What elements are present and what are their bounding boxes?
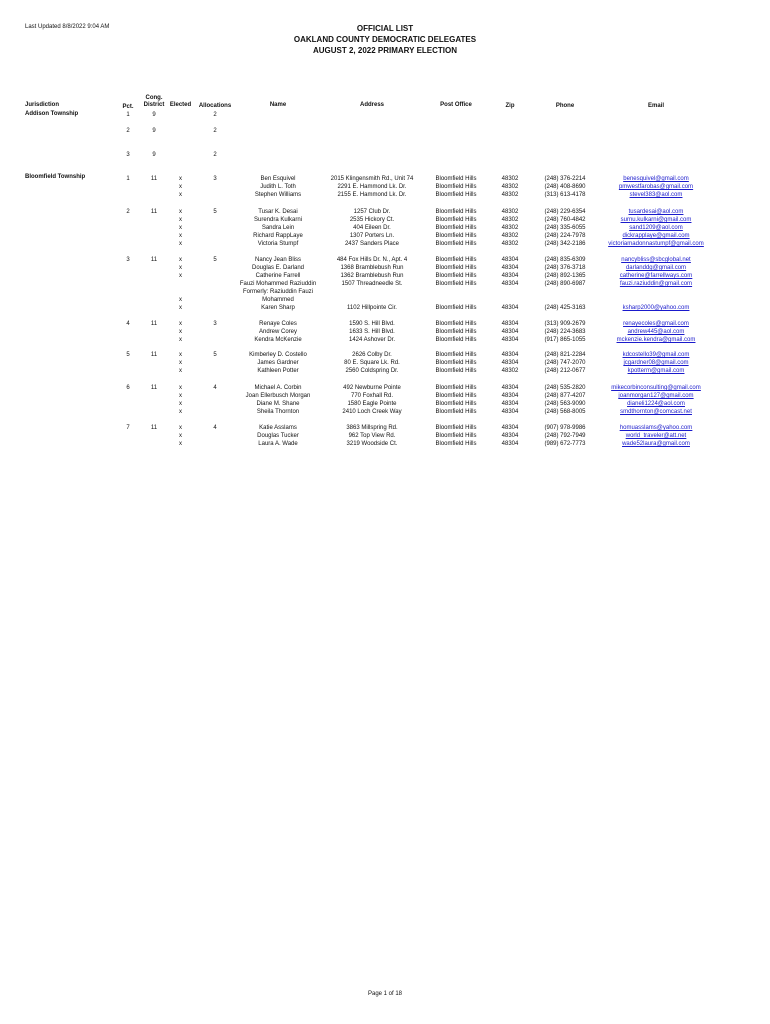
delegate-address: 2560 Coldspring Dr. — [345, 368, 399, 374]
delegate-post-office: Bloomfield Hills — [435, 368, 477, 374]
elected-mark: x — [179, 209, 182, 215]
delegate-zip-column — [495, 256, 525, 312]
delegate-phone: (917) 865-1055 — [544, 337, 586, 343]
delegate-address: 2535 Hickory Ct. — [349, 217, 395, 223]
delegate-address: 3863 Millspring Rd. — [346, 425, 398, 431]
delegate-name-column — [230, 256, 326, 312]
delegate-post-office: Bloomfield Hills — [435, 409, 477, 415]
elected-mark: x — [179, 233, 182, 239]
delegate-post-office: Bloomfield Hills — [435, 441, 477, 447]
delegate-name: Joan Ellerbusch Morgan — [245, 393, 311, 399]
elected-mark-column — [167, 256, 194, 312]
precinct-number: 7 — [126, 425, 130, 431]
delegate-zip: 48302 — [501, 368, 519, 374]
delegate-name: Stephen Williams — [254, 192, 302, 198]
elected-mark: x — [179, 217, 182, 223]
delegate-address: 1102 Hillpointe Cir. — [347, 305, 397, 311]
congressional-district: 9 — [152, 152, 156, 158]
title-line-2: OAKLAND COUNTY DEMOCRATIC DELEGATES — [293, 35, 477, 44]
congressional-district: 11 — [150, 321, 158, 327]
delegate-name: Douglas Tucker — [257, 433, 299, 439]
delegate-post-office: Bloomfield Hills — [435, 337, 477, 343]
elected-mark: x — [179, 297, 182, 303]
allocation-count: 2 — [213, 112, 217, 118]
delegate-post-office: Bloomfield Hills — [435, 352, 477, 358]
col-zip: Zip — [505, 103, 515, 109]
delegate-post-office-column — [425, 384, 487, 416]
delegate-post-office — [425, 296, 487, 304]
precinct-number: 2 — [126, 128, 130, 134]
delegate-name: Formerly: Raziuddin Fauzi — [242, 289, 314, 295]
congressional-district: 11 — [150, 425, 158, 431]
delegate-address: 2291 E. Hammond Lk. Dr. — [337, 184, 407, 190]
delegate-post-office: Bloomfield Hills — [435, 257, 477, 263]
delegate-zip: 48304 — [501, 265, 519, 271]
delegate-address: 770 Foxhall Rd. — [350, 393, 394, 399]
delegate-name: Karen Sharp — [261, 305, 295, 311]
delegate-name-column — [230, 424, 326, 448]
delegate-phone: (248) 212-0677 — [544, 368, 586, 374]
delegate-post-office: Bloomfield Hills — [435, 425, 477, 431]
precinct-number: 6 — [126, 385, 130, 391]
delegate-zip: 48302 — [501, 176, 519, 182]
delegate-post-office-column — [425, 320, 487, 344]
delegate-email[interactable]: mikecorbinconsulting@gmail.com — [611, 385, 701, 391]
delegate-zip: 48302 — [501, 209, 519, 215]
col-cong: Cong. — [145, 95, 163, 101]
delegate-name: Douglas E. Darland — [251, 265, 305, 271]
delegate-email[interactable]: mckenzie.kendra@gmail.com — [616, 337, 696, 343]
delegate-zip: 48304 — [501, 425, 519, 431]
delegate-post-office: Bloomfield Hills — [435, 321, 477, 327]
delegate-phone: (248) 335-6055 — [544, 225, 586, 231]
delegate-address: 404 Eileen Dr. — [353, 225, 391, 231]
allocation-count: 3 — [213, 321, 217, 327]
delegate-phone: (248) 342-2186 — [544, 241, 586, 247]
delegate-zip-column — [495, 175, 525, 199]
delegate-zip-column — [495, 208, 525, 248]
elected-mark: x — [179, 225, 182, 231]
delegate-email[interactable]: world_traveler@att.net — [625, 433, 687, 439]
delegate-email-column — [598, 208, 714, 248]
delegate-phone: (248) 376-3718 — [544, 265, 586, 271]
delegate-email[interactable]: fauzi.raziuddin@gmail.com — [619, 281, 693, 287]
delegate-email[interactable]: catherine@farrellways.com — [619, 273, 693, 279]
elected-mark-column — [167, 424, 194, 448]
delegate-post-office: Bloomfield Hills — [435, 217, 477, 223]
delegate-post-office: Bloomfield Hills — [435, 176, 477, 182]
delegate-address: 492 Newburne Pointe — [343, 385, 401, 391]
delegate-zip-column — [495, 351, 525, 375]
elected-mark-column — [167, 351, 194, 375]
congressional-district: 11 — [150, 176, 158, 182]
delegate-email[interactable]: jcgardner08@gmail.com — [623, 360, 689, 366]
delegate-name: Michael A. Corbin — [254, 385, 302, 391]
delegate-phone: (248) 877-4207 — [544, 393, 586, 399]
delegate-phone-column — [532, 351, 598, 375]
col-pct: Pct. — [122, 104, 134, 110]
delegate-zip: 48302 — [501, 225, 519, 231]
delegate-address: 1307 Porters Ln. — [349, 233, 395, 239]
congressional-district: 9 — [152, 128, 156, 134]
delegate-email[interactable] — [598, 296, 714, 304]
delegate-email[interactable]: renayecoles@gmail.com — [623, 321, 689, 327]
delegate-name: Sandra Lein — [261, 225, 295, 231]
delegate-email[interactable]: nancybliss@sbcglobal.net — [621, 257, 691, 263]
delegate-phone: (248) 890-6987 — [544, 281, 586, 287]
delegate-phone: (248) 408-8690 — [544, 184, 586, 190]
delegate-email-column — [598, 320, 714, 344]
delegate-post-office: Bloomfield Hills — [435, 433, 477, 439]
congressional-district: 11 — [150, 352, 158, 358]
delegate-email[interactable]: homuasslams@yahoo.com — [619, 425, 693, 431]
delegate-email-column — [598, 256, 714, 312]
delegate-phone-column — [532, 175, 598, 199]
delegate-post-office: Bloomfield Hills — [435, 225, 477, 231]
delegate-zip: 48302 — [501, 233, 519, 239]
elected-mark: x — [179, 257, 182, 263]
delegate-zip: 48304 — [501, 409, 519, 415]
delegate-zip-column — [495, 384, 525, 416]
delegate-address: 2015 Klingensmith Rd., Unit 74 — [330, 176, 414, 182]
elected-mark: x — [179, 176, 182, 182]
delegate-email[interactable]: andrew445@aol.com — [627, 329, 685, 335]
delegate-phone — [532, 296, 598, 304]
allocation-count: 4 — [213, 425, 217, 431]
delegate-zip: 48302 — [501, 184, 519, 190]
delegate-post-office: Bloomfield Hills — [435, 184, 477, 190]
elected-mark: x — [179, 360, 182, 366]
delegate-address: 80 E. Square Lk. Rd. — [344, 360, 400, 366]
delegate-email[interactable]: dickrapplaye@gmail.com — [622, 233, 690, 239]
delegate-phone-column — [532, 256, 598, 312]
delegate-name-column — [230, 208, 326, 248]
col-phone: Phone — [555, 103, 575, 109]
delegate-address: 1257 Club Dr. — [353, 209, 391, 215]
delegate-zip — [495, 288, 525, 296]
delegate-post-office: Bloomfield Hills — [435, 393, 477, 399]
elected-mark-column — [167, 320, 194, 344]
delegate-name: Judith L. Toth — [260, 184, 296, 190]
delegate-name: Richard RappLaye — [253, 233, 303, 239]
col-post-office: Post Office — [440, 102, 472, 108]
delegate-zip: 48304 — [501, 401, 519, 407]
precinct-number: 3 — [126, 152, 130, 158]
delegate-zip: 48304 — [501, 305, 519, 311]
col-email: Email — [647, 103, 664, 109]
delegate-name: Laura A. Wade — [258, 441, 298, 447]
delegate-post-office: Bloomfield Hills — [435, 281, 477, 287]
delegate-phone-column — [532, 208, 598, 248]
delegate-email-column — [598, 424, 714, 448]
delegate-email[interactable]: darlanddg@gmail.com — [625, 265, 687, 271]
delegate-email-column — [598, 384, 714, 416]
delegate-zip: 48302 — [501, 192, 519, 198]
delegate-name: Catherine Farrell — [255, 273, 301, 279]
elected-mark: x — [179, 393, 182, 399]
delegate-post-office: Bloomfield Hills — [435, 265, 477, 271]
allocation-count: 2 — [213, 128, 217, 134]
allocation-count: 5 — [213, 352, 217, 358]
precinct-number: 1 — [126, 112, 130, 118]
delegate-email[interactable]: ksharp2000@yahoo.com — [622, 305, 690, 311]
delegate-phone: (248) 425-3163 — [544, 305, 586, 311]
jurisdiction-name: Bloomfield Township — [25, 174, 86, 180]
delegate-phone-column — [532, 320, 598, 344]
delegate-address: 484 Fox Hills Dr. N., Apt. 4 — [336, 257, 408, 263]
elected-mark: x — [179, 273, 182, 279]
delegate-zip: 48302 — [501, 217, 519, 223]
delegate-zip: 48304 — [501, 321, 519, 327]
delegate-address: 2155 E. Hammond Lk. Dr. — [337, 192, 407, 198]
delegate-name: Victoria Stumpf — [257, 241, 299, 247]
delegate-post-office: Bloomfield Hills — [435, 192, 477, 198]
delegate-email[interactable]: dianeli1224@aol.com — [627, 401, 685, 407]
congressional-district: 11 — [150, 257, 158, 263]
delegate-address-column — [318, 351, 426, 375]
delegate-name: Andrew Corey — [258, 329, 297, 335]
delegate-name-column — [230, 320, 326, 344]
delegate-zip-column — [495, 424, 525, 448]
delegate-name-column — [230, 351, 326, 375]
elected-mark: x — [179, 385, 182, 391]
delegate-post-office: Bloomfield Hills — [435, 305, 477, 311]
delegate-name: Nancy Jean Bliss — [254, 257, 302, 263]
col-district: District — [143, 102, 165, 108]
delegate-email[interactable]: tusardesai@aol.com — [628, 209, 684, 215]
elected-mark: x — [179, 321, 182, 327]
delegate-post-office: Bloomfield Hills — [435, 385, 477, 391]
delegate-post-office: Bloomfield Hills — [435, 233, 477, 239]
delegate-zip: 48304 — [501, 441, 519, 447]
delegate-email[interactable]: surnu.kulkarni@gmail.com — [620, 217, 692, 223]
delegate-zip — [495, 296, 525, 304]
elected-mark: x — [179, 425, 182, 431]
delegate-name-column — [230, 175, 326, 199]
col-name: Name — [269, 102, 287, 108]
col-elected: Elected — [169, 102, 192, 108]
elected-mark: x — [179, 401, 182, 407]
precinct-number: 1 — [126, 176, 130, 182]
delegate-name: James Gardner — [257, 360, 299, 366]
delegate-email[interactable]: smdthornton@comcast.net — [620, 409, 692, 415]
delegate-name: Kimberley D. Costello — [249, 352, 307, 358]
delegate-name: Kendra McKenzie — [254, 337, 302, 343]
delegate-name: Surendra Kulkarni — [253, 217, 303, 223]
delegate-post-office — [425, 288, 487, 296]
page-number: Page 1 of 18 — [367, 991, 403, 997]
delegate-phone: (248) 568-8005 — [544, 409, 586, 415]
delegate-zip: 48302 — [501, 241, 519, 247]
delegate-phone: (248) 229-6354 — [544, 209, 586, 215]
elected-mark — [167, 280, 194, 288]
delegate-phone: (248) 224-3683 — [544, 329, 586, 335]
elected-mark-column — [167, 175, 194, 199]
allocation-count: 5 — [213, 209, 217, 215]
elected-mark: x — [179, 192, 182, 198]
delegate-name: Diane M. Shane — [256, 401, 300, 407]
precinct-number: 2 — [126, 209, 130, 215]
allocation-count: 4 — [213, 385, 217, 391]
delegate-name: Mohammed — [262, 297, 294, 303]
delegate-phone-column — [532, 424, 598, 448]
delegate-address: 2410 Loch Creek Way — [342, 409, 402, 415]
delegate-address: 1590 S. Hill Blvd. — [349, 321, 395, 327]
elected-mark: x — [179, 241, 182, 247]
elected-mark-column — [167, 208, 194, 248]
precinct-number: 4 — [126, 321, 130, 327]
elected-mark-column — [167, 384, 194, 416]
delegate-phone: (248) 376-2214 — [544, 176, 586, 182]
delegate-phone: (313) 613-4178 — [544, 192, 586, 198]
delegate-phone: (248) 892-1365 — [544, 273, 586, 279]
delegate-address: 1368 Bramblebush Run — [340, 265, 404, 271]
delegate-email[interactable]: kpotterm@gmail.com — [627, 368, 685, 374]
delegate-zip: 48304 — [501, 393, 519, 399]
delegate-zip: 48304 — [501, 329, 519, 335]
delegate-zip-column — [495, 320, 525, 344]
delegate-post-office: Bloomfield Hills — [435, 360, 477, 366]
delegate-zip: 48304 — [501, 352, 519, 358]
delegate-post-office-column — [425, 424, 487, 448]
delegate-post-office: Bloomfield Hills — [435, 401, 477, 407]
delegate-zip: 48304 — [501, 385, 519, 391]
col-address: Address — [359, 102, 384, 108]
delegate-address: 1507 Threadneedle St. — [341, 281, 403, 287]
elected-mark: x — [179, 337, 182, 343]
delegate-name: Sheila Thornton — [256, 409, 300, 415]
delegate-email[interactable]: sand1209@aol.com — [629, 225, 683, 231]
delegate-phone: (907) 978-9986 — [544, 425, 586, 431]
delegate-phone: (989) 672-7773 — [544, 441, 586, 447]
delegate-email[interactable] — [598, 288, 714, 296]
delegate-address-column — [318, 175, 426, 199]
delegate-name: Ben Esquivel — [260, 176, 296, 182]
elected-mark: x — [179, 329, 182, 335]
delegate-email-column — [598, 351, 714, 375]
delegate-post-office: Bloomfield Hills — [435, 241, 477, 247]
delegate-address — [318, 288, 426, 296]
delegate-phone: (248) 563-9090 — [544, 401, 586, 407]
delegate-zip: 48304 — [501, 257, 519, 263]
congressional-district: 9 — [152, 112, 156, 118]
delegate-address: 2626 Colby Dr. — [352, 352, 392, 358]
elected-mark: x — [179, 305, 182, 311]
delegate-post-office: Bloomfield Hills — [435, 209, 477, 215]
delegate-post-office: Bloomfield Hills — [435, 273, 477, 279]
delegate-post-office: Bloomfield Hills — [435, 329, 477, 335]
delegate-name: Kathleen Potter — [257, 368, 299, 374]
delegate-phone: (248) 224-7978 — [544, 233, 586, 239]
delegate-phone: (313) 909-2679 — [544, 321, 586, 327]
elected-mark: x — [179, 409, 182, 415]
delegate-zip: 48304 — [501, 433, 519, 439]
delegate-zip: 48304 — [501, 337, 519, 343]
delegate-address: 1580 Eagle Pointe — [347, 401, 397, 407]
delegate-post-office-column — [425, 208, 487, 248]
delegate-phone: (248) 747-2070 — [544, 360, 586, 366]
elected-mark: x — [179, 265, 182, 271]
allocation-count: 5 — [213, 257, 217, 263]
delegate-address: 2437 Sanders Place — [344, 241, 400, 247]
delegate-name: Fauzi Mohammed Raziuddin — [239, 281, 317, 287]
elected-mark: x — [179, 352, 182, 358]
delegate-address: 1424 Ashover Dr. — [348, 337, 396, 343]
delegate-phone-column — [532, 384, 598, 416]
delegate-phone: (248) 835-6309 — [544, 257, 586, 263]
elected-mark: x — [179, 433, 182, 439]
delegate-address: 962 Top View Rd. — [348, 433, 396, 439]
precinct-number: 5 — [126, 352, 130, 358]
delegate-phone: (248) 760-4842 — [544, 217, 586, 223]
col-jurisdiction: Jurisdiction — [25, 102, 60, 108]
elected-mark — [167, 288, 194, 296]
delegate-post-office-column — [425, 175, 487, 199]
elected-mark: x — [179, 441, 182, 447]
allocation-count: 2 — [213, 152, 217, 158]
delegate-zip: 48304 — [501, 281, 519, 287]
delegate-name: Renaye Coles — [259, 321, 297, 327]
delegate-post-office-column — [425, 256, 487, 312]
title-line-3: AUGUST 2, 2022 PRIMARY ELECTION — [312, 46, 458, 55]
delegate-address-column — [318, 320, 426, 344]
delegate-phone: (248) 535-2820 — [544, 385, 586, 391]
delegate-phone: (248) 821-2284 — [544, 352, 586, 358]
delegate-email[interactable]: stevel383@aol.com — [629, 192, 683, 198]
jurisdiction-name: Addison Township — [25, 111, 79, 117]
elected-mark: x — [179, 368, 182, 374]
delegate-phone — [532, 288, 598, 296]
delegate-email[interactable]: wade52laura@gmail.com — [622, 441, 690, 447]
delegate-email[interactable]: victoriamadonnastumpf@gmail.com — [608, 241, 704, 247]
delegate-post-office-column — [425, 351, 487, 375]
delegate-zip: 48304 — [501, 360, 519, 366]
elected-mark: x — [179, 184, 182, 190]
delegate-email[interactable]: joanmorgan127@gmail.com — [618, 393, 694, 399]
delegate-email-column — [598, 175, 714, 199]
delegate-address-column — [318, 424, 426, 448]
delegate-address-column — [318, 208, 426, 248]
delegate-name: Katie Asslams — [259, 425, 297, 431]
last-updated: Last Updated 8/8/2022 9:04 AM — [25, 24, 110, 30]
delegate-name: Tusar K. Desai — [258, 209, 298, 215]
delegate-address: 1633 S. Hill Blvd. — [349, 329, 395, 335]
col-allocations: Allocations — [198, 103, 232, 109]
congressional-district: 11 — [150, 385, 158, 391]
delegate-address-column — [318, 256, 426, 312]
allocation-count: 3 — [213, 176, 217, 182]
title-line-1: OFFICIAL LIST — [356, 24, 414, 33]
delegate-address: 3219 Woodside Ct. — [346, 441, 398, 447]
congressional-district: 11 — [150, 209, 158, 215]
delegate-address: 1362 Bramblebush Run — [340, 273, 404, 279]
precinct-number: 3 — [126, 257, 130, 263]
delegate-email[interactable]: kdcostello39@gmail.com — [622, 352, 690, 358]
delegate-name-column — [230, 384, 326, 416]
delegate-address-column — [318, 384, 426, 416]
delegate-email[interactable]: benesquivel@gmail.com — [623, 176, 689, 182]
delegate-phone: (248) 792-7949 — [544, 433, 586, 439]
delegate-address — [318, 296, 426, 304]
delegate-email[interactable]: pmwestfarobas@gmail.com — [618, 184, 694, 190]
delegate-zip: 48304 — [501, 273, 519, 279]
